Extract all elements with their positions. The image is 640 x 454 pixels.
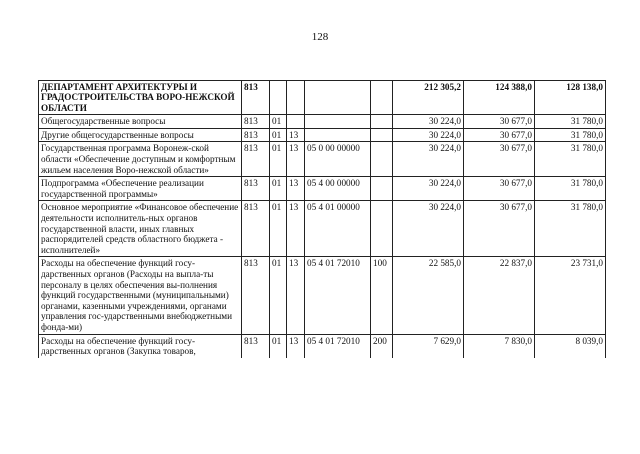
amount-year3-cell: 23 731,0: [535, 257, 606, 334]
budget-table: [38, 80, 606, 358]
expense-type-cell: 100: [371, 257, 393, 334]
target-article-cell: 05 4 01 00000: [305, 201, 371, 257]
target-article-cell: [305, 81, 371, 115]
section-cell: 01: [270, 334, 287, 358]
section-cell: 01: [270, 257, 287, 334]
ministry-code-cell: 813: [242, 334, 270, 358]
amount-year1-cell: 30 224,0: [393, 128, 464, 142]
amount-year3-cell: 31 780,0: [535, 142, 606, 177]
expense-type-cell: [371, 177, 393, 201]
expense-type-cell: [371, 81, 393, 115]
expense-type-cell: [371, 128, 393, 142]
ministry-code-cell: 813: [242, 142, 270, 177]
section-cell: 01: [270, 115, 287, 129]
target-article-cell: 05 4 01 72010: [305, 257, 371, 334]
subsection-cell: 13: [287, 142, 305, 177]
target-article-cell: [305, 128, 371, 142]
table-row: [39, 128, 606, 142]
subsection-cell: [287, 81, 305, 115]
amount-year2-cell: 124 388,0: [464, 81, 535, 115]
row-name-cell: Государственная программа Воронеж-ской области «Обеспечение доступным и комфортным жильем населения Воро-нежской области»: [39, 142, 242, 177]
amount-year2-cell: 30 677,0: [464, 142, 535, 177]
section-cell: 01: [270, 177, 287, 201]
amount-year1-cell: 7 629,0: [393, 334, 464, 358]
table-row: [39, 115, 606, 129]
ministry-code-cell: 813: [242, 257, 270, 334]
amount-year1-cell: 30 224,0: [393, 177, 464, 201]
section-cell: 01: [270, 142, 287, 177]
amount-year1-cell: 30 224,0: [393, 201, 464, 257]
amount-year1-cell: 22 585,0: [393, 257, 464, 334]
target-article-cell: 05 4 00 00000: [305, 177, 371, 201]
subsection-cell: 13: [287, 257, 305, 334]
budget-table-body: [39, 81, 606, 358]
expense-type-cell: [371, 142, 393, 177]
amount-year2-cell: 7 830,0: [464, 334, 535, 358]
target-article-cell: 05 0 00 00000: [305, 142, 371, 177]
ministry-code-cell: 813: [242, 81, 270, 115]
row-name-cell: Основное мероприятие «Финансовое обеспечение деятельности исполнитель-ных органов государственной власти, иных главных распорядителей средств областного бюджета - исполнителей»: [39, 201, 242, 257]
amount-year2-cell: 22 837,0: [464, 257, 535, 334]
subsection-cell: 13: [287, 334, 305, 358]
table-row: [39, 334, 606, 358]
amount-year2-cell: 30 677,0: [464, 128, 535, 142]
amount-year2-cell: 30 677,0: [464, 201, 535, 257]
amount-year1-cell: 30 224,0: [393, 142, 464, 177]
amount-year3-cell: 31 780,0: [535, 115, 606, 129]
amount-year3-cell: 8 039,0: [535, 334, 606, 358]
row-name-cell: Расходы на обеспечение функций госу-дарственных органов (Закупка товаров,: [39, 334, 242, 358]
table-row: [39, 201, 606, 257]
ministry-code-cell: 813: [242, 115, 270, 129]
ministry-code-cell: 813: [242, 201, 270, 257]
page-number: 128: [311, 31, 329, 43]
expense-type-cell: [371, 115, 393, 129]
row-name-cell: Расходы на обеспечение функций госу-дарственных органов (Расходы на выпла-ты персоналу в целях обеспечения вы-полнения функций государственными (муниципальными) органами, казенными учреждениями, органами управления гос-ударственными внебюджетными фонда-ми): [39, 257, 242, 334]
target-article-cell: 05 4 01 72010: [305, 334, 371, 358]
department-row: [39, 81, 606, 115]
table-row: [39, 177, 606, 201]
section-cell: 01: [270, 201, 287, 257]
amount-year3-cell: 31 780,0: [535, 201, 606, 257]
row-name-cell: Подпрограмма «Обеспечение реализации государственной программы»: [39, 177, 242, 201]
row-name-cell: ДЕПАРТАМЕНТ АРХИТЕКТУРЫ И ГРАДОСТРОИТЕЛЬСТВА ВОРО-НЕЖСКОЙ ОБЛАСТИ: [39, 81, 242, 115]
amount-year3-cell: 31 780,0: [535, 128, 606, 142]
expense-type-cell: [371, 201, 393, 257]
subsection-cell: 13: [287, 177, 305, 201]
ministry-code-cell: 813: [242, 177, 270, 201]
amount-year3-cell: 128 138,0: [535, 81, 606, 115]
amount-year2-cell: 30 677,0: [464, 115, 535, 129]
subsection-cell: 13: [287, 201, 305, 257]
target-article-cell: [305, 115, 371, 129]
amount-year1-cell: 212 305,2: [393, 81, 464, 115]
amount-year3-cell: 31 780,0: [535, 177, 606, 201]
ministry-code-cell: 813: [242, 128, 270, 142]
section-cell: 01: [270, 128, 287, 142]
expense-type-cell: 200: [371, 334, 393, 358]
amount-year2-cell: 30 677,0: [464, 177, 535, 201]
row-name-cell: Другие общегосударственные вопросы: [39, 128, 242, 142]
subsection-cell: 13: [287, 128, 305, 142]
row-name-cell: Общегосударственные вопросы: [39, 115, 242, 129]
section-cell: [270, 81, 287, 115]
table-row: [39, 257, 606, 334]
table-row: [39, 142, 606, 177]
subsection-cell: [287, 115, 305, 129]
amount-year1-cell: 30 224,0: [393, 115, 464, 129]
